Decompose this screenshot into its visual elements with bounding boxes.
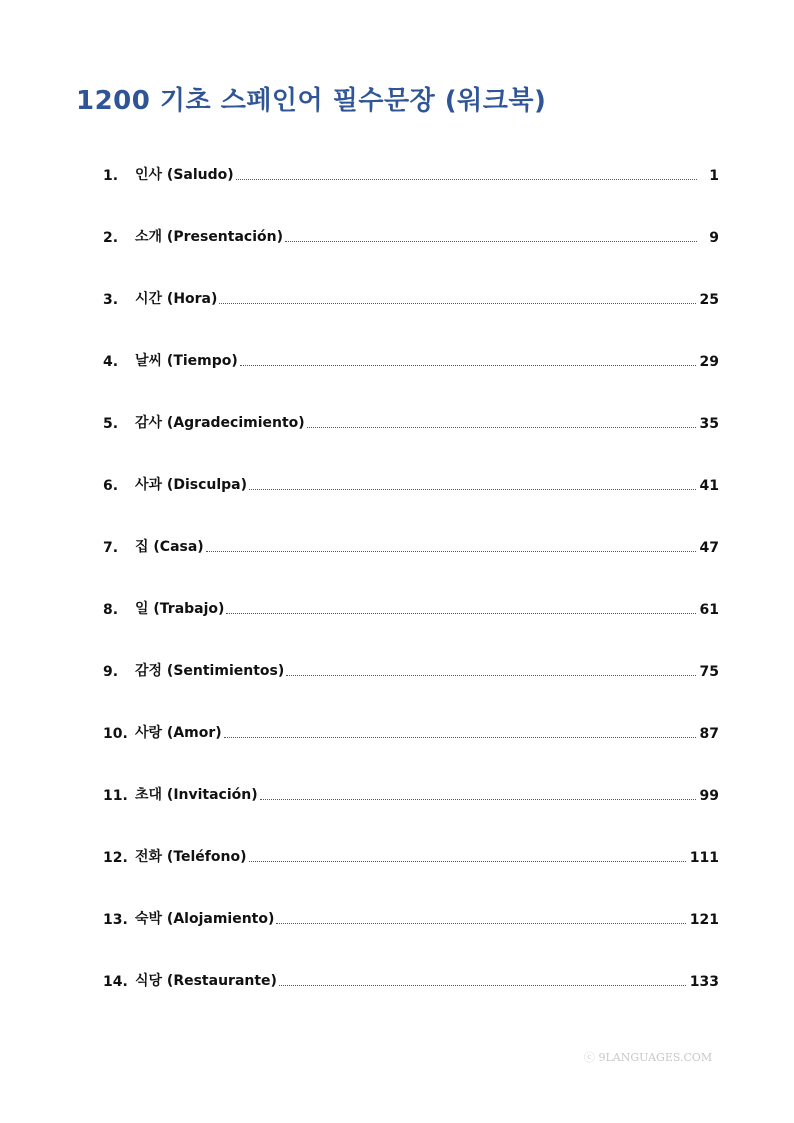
dot-leader <box>249 861 686 862</box>
toc-entry-number: 1. <box>103 168 119 184</box>
toc-entry-number: 5. <box>103 416 119 432</box>
dot-leader <box>307 427 696 428</box>
toc-entry-number: 10. <box>103 726 128 742</box>
toc-entry[interactable] <box>103 842 719 866</box>
toc-entry[interactable] <box>103 470 719 494</box>
toc-entry-page: 29 <box>699 354 719 370</box>
toc-entry-number: 13. <box>103 912 128 928</box>
toc-entry[interactable] <box>103 346 719 370</box>
dot-leader <box>276 923 685 924</box>
toc-entry[interactable] <box>103 222 719 246</box>
toc-entry-page: 121 <box>689 912 719 928</box>
toc-entry[interactable] <box>103 966 719 990</box>
toc-entry[interactable] <box>103 904 719 928</box>
dot-leader <box>279 985 686 986</box>
toc-entry-number: 7. <box>103 540 119 556</box>
document-title: 1200 기초 스페인어 필수문장 (워크북) <box>76 86 547 116</box>
toc-entry-number: 11. <box>103 788 128 804</box>
toc-entry-title: 감사 (Agradecimiento) <box>135 415 305 431</box>
toc-entry-number: 4. <box>103 354 119 370</box>
toc-entry-title: 식당 (Restaurante) <box>135 973 277 989</box>
toc-entry-title: 전화 (Teléfono) <box>135 849 247 865</box>
toc-entry[interactable] <box>103 656 719 680</box>
toc-entry-title: 초대 (Invitación) <box>135 787 258 803</box>
copyright-footer: ⓒ 9LANGUAGES.COM <box>584 1051 713 1064</box>
toc-entry[interactable] <box>103 284 719 308</box>
toc-entry-number: 9. <box>103 664 119 680</box>
toc-entry[interactable] <box>103 780 719 804</box>
toc-entry-number: 3. <box>103 292 119 308</box>
toc-entry-page: 111 <box>689 850 719 866</box>
toc-entry-page: 47 <box>699 540 719 556</box>
toc-entry-title: 사랑 (Amor) <box>135 725 222 741</box>
dot-leader <box>219 303 695 304</box>
toc-entry-title: 날씨 (Tiempo) <box>135 353 238 369</box>
toc-entry-page: 41 <box>699 478 719 494</box>
toc-entry-page: 25 <box>699 292 719 308</box>
toc-entry[interactable] <box>103 408 719 432</box>
toc-entry-title: 집 (Casa) <box>135 539 204 555</box>
toc-entry-page: 133 <box>689 974 719 990</box>
toc-entry-title: 인사 (Saludo) <box>135 167 234 183</box>
toc-entry-page: 1 <box>709 168 719 184</box>
toc-entry-page: 99 <box>699 788 719 804</box>
toc-entry-page: 61 <box>699 602 719 618</box>
toc-entry[interactable] <box>103 718 719 742</box>
toc-entry-page: 75 <box>699 664 719 680</box>
dot-leader <box>286 675 695 676</box>
toc-entry[interactable] <box>103 594 719 618</box>
toc-entry-page: 9 <box>709 230 719 246</box>
toc-entry-title: 시간 (Hora) <box>135 291 218 307</box>
toc-entry-title: 감정 (Sentimientos) <box>135 663 285 679</box>
toc-entry-number: 12. <box>103 850 128 866</box>
dot-leader <box>224 737 696 738</box>
toc-entry-title: 일 (Trabajo) <box>135 601 225 617</box>
dot-leader <box>249 489 696 490</box>
dot-leader <box>240 365 696 366</box>
dot-leader <box>260 799 696 800</box>
toc-entry[interactable] <box>103 532 719 556</box>
toc-entry-title: 숙박 (Alojamiento) <box>135 911 275 927</box>
toc-entry-page: 35 <box>699 416 719 432</box>
toc-entry-number: 8. <box>103 602 119 618</box>
dot-leader <box>236 179 697 180</box>
toc-entry-page: 87 <box>699 726 719 742</box>
toc-entry-title: 소개 (Presentación) <box>135 229 283 245</box>
dot-leader <box>285 241 697 242</box>
toc-entry-number: 2. <box>103 230 119 246</box>
toc-entry-title: 사과 (Disculpa) <box>135 477 248 493</box>
dot-leader <box>226 613 695 614</box>
toc-entry-number: 14. <box>103 974 128 990</box>
toc-entry-number: 6. <box>103 478 119 494</box>
dot-leader <box>206 551 696 552</box>
toc-entry[interactable] <box>103 160 719 184</box>
